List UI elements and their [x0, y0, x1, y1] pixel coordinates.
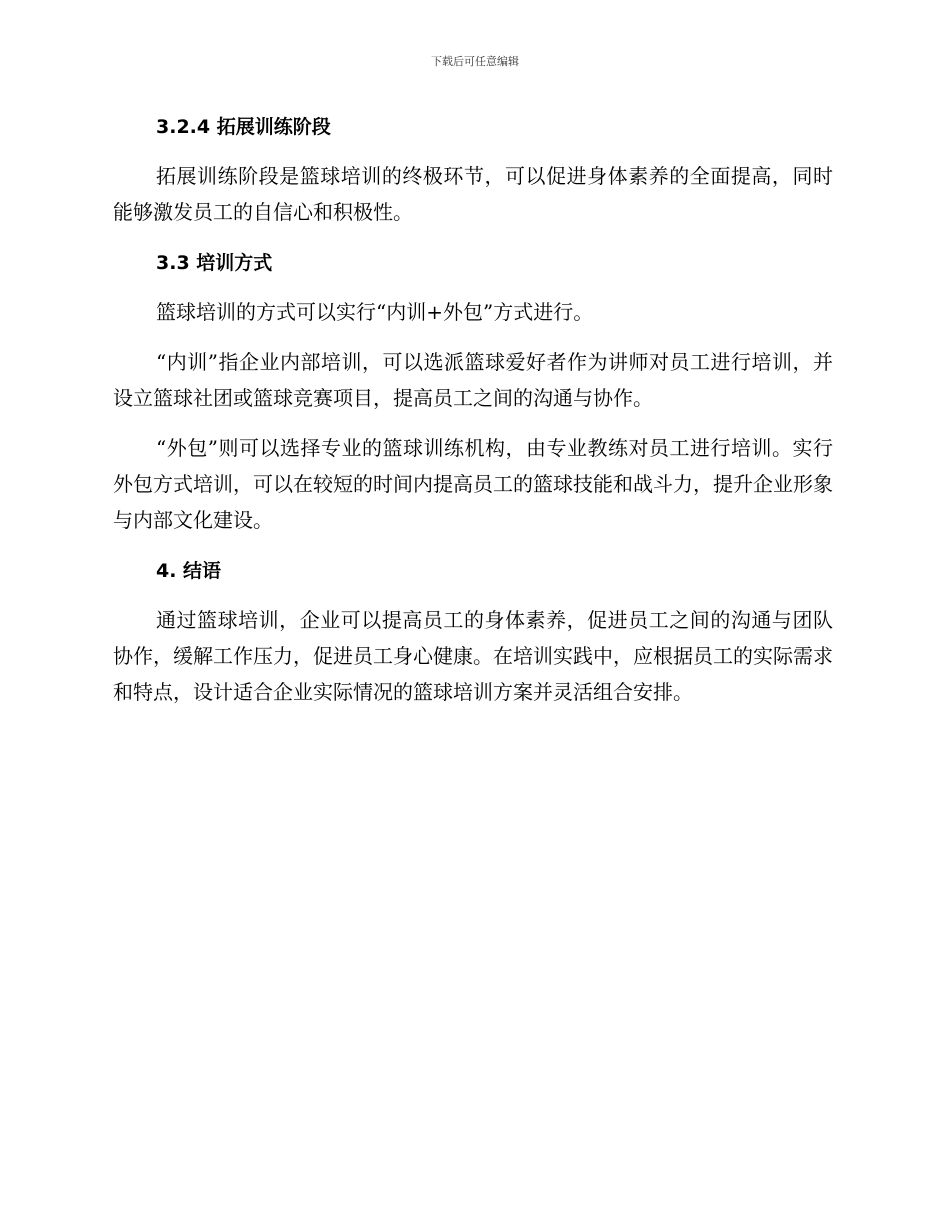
paragraph: “内训”指企业内部培训，可以选派篮球爱好者作为讲师对员工进行培训，并设立篮球社团或篮球竞赛项目，提高员工之间的沟通与协作。 [113, 350, 833, 410]
document-body [113, 108, 833, 710]
paragraph: 篮球培训的方式可以实行“内训+外包”方式进行。 [156, 300, 594, 324]
section-heading-3-2-4: 3.2.4 拓展训练阶段 [156, 116, 331, 138]
paragraph: 拓展训练阶段是篮球培训的终极环节，可以促进身体素养的全面提高，同时能够激发员工的自信心和积极性。 [113, 164, 833, 224]
paragraph: 通过篮球培训，企业可以提高员工的身体素养，促进员工之间的沟通与团队协作，缓解工作压力，促进员工身心健康。在培训实践中，应根据员工的实际需求和特点，设计适合企业实际情况的篮球培训方案并灵活组合安排。 [113, 608, 833, 704]
section-heading-4: 4. 结语 [156, 560, 222, 582]
paragraph: “外包”则可以选择专业的篮球训练机构，由专业教练对员工进行培训。实行外包方式培训，可以在较短的时间内提高员工的篮球技能和战斗力，提升企业形象与内部文化建设。 [113, 436, 833, 532]
page-header: 下载后可任意编辑 [431, 55, 519, 68]
section-heading-3-3: 3.3 培训方式 [156, 252, 273, 274]
